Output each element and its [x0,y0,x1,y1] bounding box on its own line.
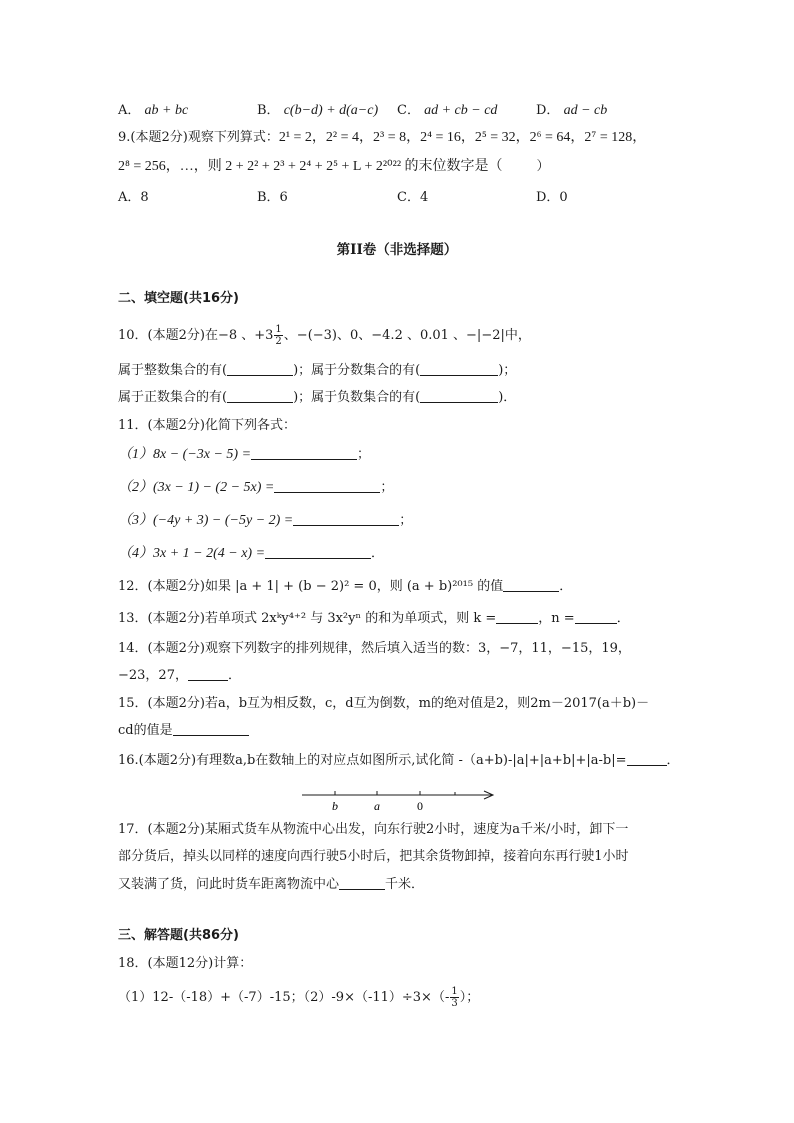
section-2-heading: 二、填空题(共16分) [118,291,239,306]
q13-n-blank[interactable] [575,610,617,624]
q13 [118,610,630,628]
q8-option-a [118,99,188,119]
q8-option-c [397,99,497,119]
q9-paren-close: ） [536,159,550,174]
q9-prefix: 9.(本题2分)观察下列算式： [118,130,279,145]
q10-line-3 [118,389,516,407]
q16-blank[interactable] [627,752,667,766]
label-a: a [374,799,380,813]
q11-part-1-end: ； [357,447,371,462]
q11-part-3-expression: （3）(−4y + 3) − (−5y − 2) = [118,513,294,528]
q11-part-2 [118,479,393,497]
q9-series-1: 2¹ = 2，2² = 4，2³ = 8，2⁴ = 16，2⁵ = 32，2⁶ = 64，2⁷ = 128， [278,130,647,145]
q14-line-2 [118,667,241,685]
q10-line-3-end: )． [498,390,517,405]
q11-part-1-blank[interactable] [251,446,357,460]
q8-option-a-label: A． [118,103,141,118]
q14-blank[interactable] [188,667,228,681]
q18-fraction-denominator: 3 [451,998,458,1009]
q18-expression-end: ）； [459,990,480,1005]
q10-integer-label: 属于整数集合的有( [118,363,228,378]
q11-part-3-blank[interactable] [293,512,399,526]
part-2-title: 第II卷（非选择题） [336,242,458,258]
q9-option-c: C．4 [397,190,429,205]
q8-option-d-label: D． [536,103,560,118]
q10-fraction-blank[interactable] [420,362,498,376]
q16-end: ． [666,753,680,768]
q10-fraction [274,324,282,347]
q8-option-d [536,99,607,119]
q10-line-1 [118,324,531,347]
q11-part-3 [118,512,412,530]
q18-fraction-numerator: 1 [451,986,458,997]
q11-part-1 [118,446,370,464]
q10-line-2 [118,362,516,380]
q17-line-2: 部分货后，掉头以同样的速度向西行驶5小时后，把其余货物卸掉，接着向东再行驶1小时 [118,849,629,864]
q8-option-d-text: ad − cb [563,103,608,118]
q12-end: ． [559,579,573,594]
q9-option-a: A．8 [118,190,149,205]
q17-blank[interactable] [339,876,385,890]
q10-fraction-numerator: 1 [275,324,282,335]
q13-n-label: ，n = [538,611,575,626]
q11-part-2-expression: （2）(3x − 1) − (2 − 5x) = [118,480,275,495]
section-3-heading: 三、解答题(共86分) [118,928,239,943]
q11-part-3-end: ； [399,513,413,528]
q18-fraction [450,986,458,1009]
q16-number-line [300,784,500,814]
q13-end: ． [616,611,630,626]
label-zero: 0 [417,799,423,813]
q13-text: 13．(本题2分)若单项式 2xᵏy⁴⁺² 与 3x²yⁿ 的和为单项式，则 k = [118,611,497,626]
q11-stem: 11．(本题2分)化简下列各式： [118,418,296,433]
q11-part-2-end: ； [380,480,394,495]
q15-blank[interactable] [173,722,249,736]
q14-line-1: 14．(本题2分)观察下列数字的排列规律，然后填入适当的数：3，−7，11，−15，19， [118,641,631,656]
q17-line-3 [118,876,424,894]
q11-part-4-blank[interactable] [265,545,371,559]
q9-option-b: B．6 [257,190,288,205]
q11-part-1-expression: （1）8x − (−3x − 5) = [118,447,252,462]
q10-integer-blank[interactable] [227,362,293,376]
q10-line-2-end: )； [498,363,517,378]
q10-positive-blank[interactable] [227,389,293,403]
q10-positive-label: 属于正数集合的有( [118,390,228,405]
q9-series-2: 2⁸ = 256，…，则 2 + 2² + 2³ + 2⁴ + 2⁵ + L + 2²⁰²² 的末位数字是（ [118,159,503,174]
q9-option-d: D．0 [536,190,568,205]
q17-unit: 千米． [385,877,425,892]
q14-end: ． [227,668,241,683]
q15-line-2 [118,722,249,740]
q16 [118,752,680,770]
q8-option-b-label: B． [257,103,280,118]
q11-part-4-expression: （4）3x + 1 − 2(4 − x) = [118,546,266,561]
q9-line-1 [118,129,646,147]
q8-option-c-label: C． [397,103,420,118]
q17-line-1: 17．(本题2分)某厢式货车从物流中心出发，向东行驶2小时，速度为a千米/小时，卸下一 [118,822,629,837]
q18-expression [118,986,479,1010]
q15-line-1: 15．(本题2分)若a，b互为相反数，c，d互为倒数，m的绝对值是2，则2m－2017(a＋b)－ [118,696,650,711]
q10-fraction-label: )；属于分数集合的有( [293,363,421,378]
q10-text-a: 10．(本题2分)在−8 、+3 [118,328,274,343]
q8-option-a-text: ab + bc [144,103,189,118]
q12 [118,578,572,596]
q10-text-b: 、−(−3)、0、−4.2 、0.01 、−|−2|中， [283,328,531,343]
q11-part-2-blank[interactable] [274,479,380,493]
q8-option-b [257,99,378,119]
q14-sequence-tail: −23，27， [118,668,188,683]
q12-text: 12．(本题2分)如果 |a + 1| + (b − 2)² = 0，则 (a + b)²⁰¹⁵ 的值 [118,579,504,594]
q16-text: 16.(本题2分)有理数a,b在数轴上的对应点如图所示,试化简 -（a+b)-|a|+|a+b|+|a-b|= [118,753,627,768]
q8-option-c-text: ad + cb − cd [424,103,498,118]
q10-fraction-denominator: 2 [275,336,282,347]
q15-text: cd的值是 [118,723,173,738]
q12-blank[interactable] [503,578,559,592]
q10-negative-blank[interactable] [420,389,498,403]
q11-part-4 [118,545,384,563]
q8-option-b-text: c(b−d) + d(a−c) [283,103,379,118]
q18-expression-text: （1）12-（-18）+（-7）-15；（2）-9×（-11）÷3×（- [118,990,450,1005]
q17-text: 又装满了货，问此时货车距离物流中心 [118,877,340,892]
q18-stem: 18．(本题12分)计算： [118,956,253,971]
q10-negative-label: )；属于负数集合的有( [293,390,421,405]
q13-k-blank[interactable] [496,610,538,624]
q11-part-4-end: ． [371,546,385,561]
q9-line-2 [118,158,550,176]
label-b: b [332,799,338,813]
